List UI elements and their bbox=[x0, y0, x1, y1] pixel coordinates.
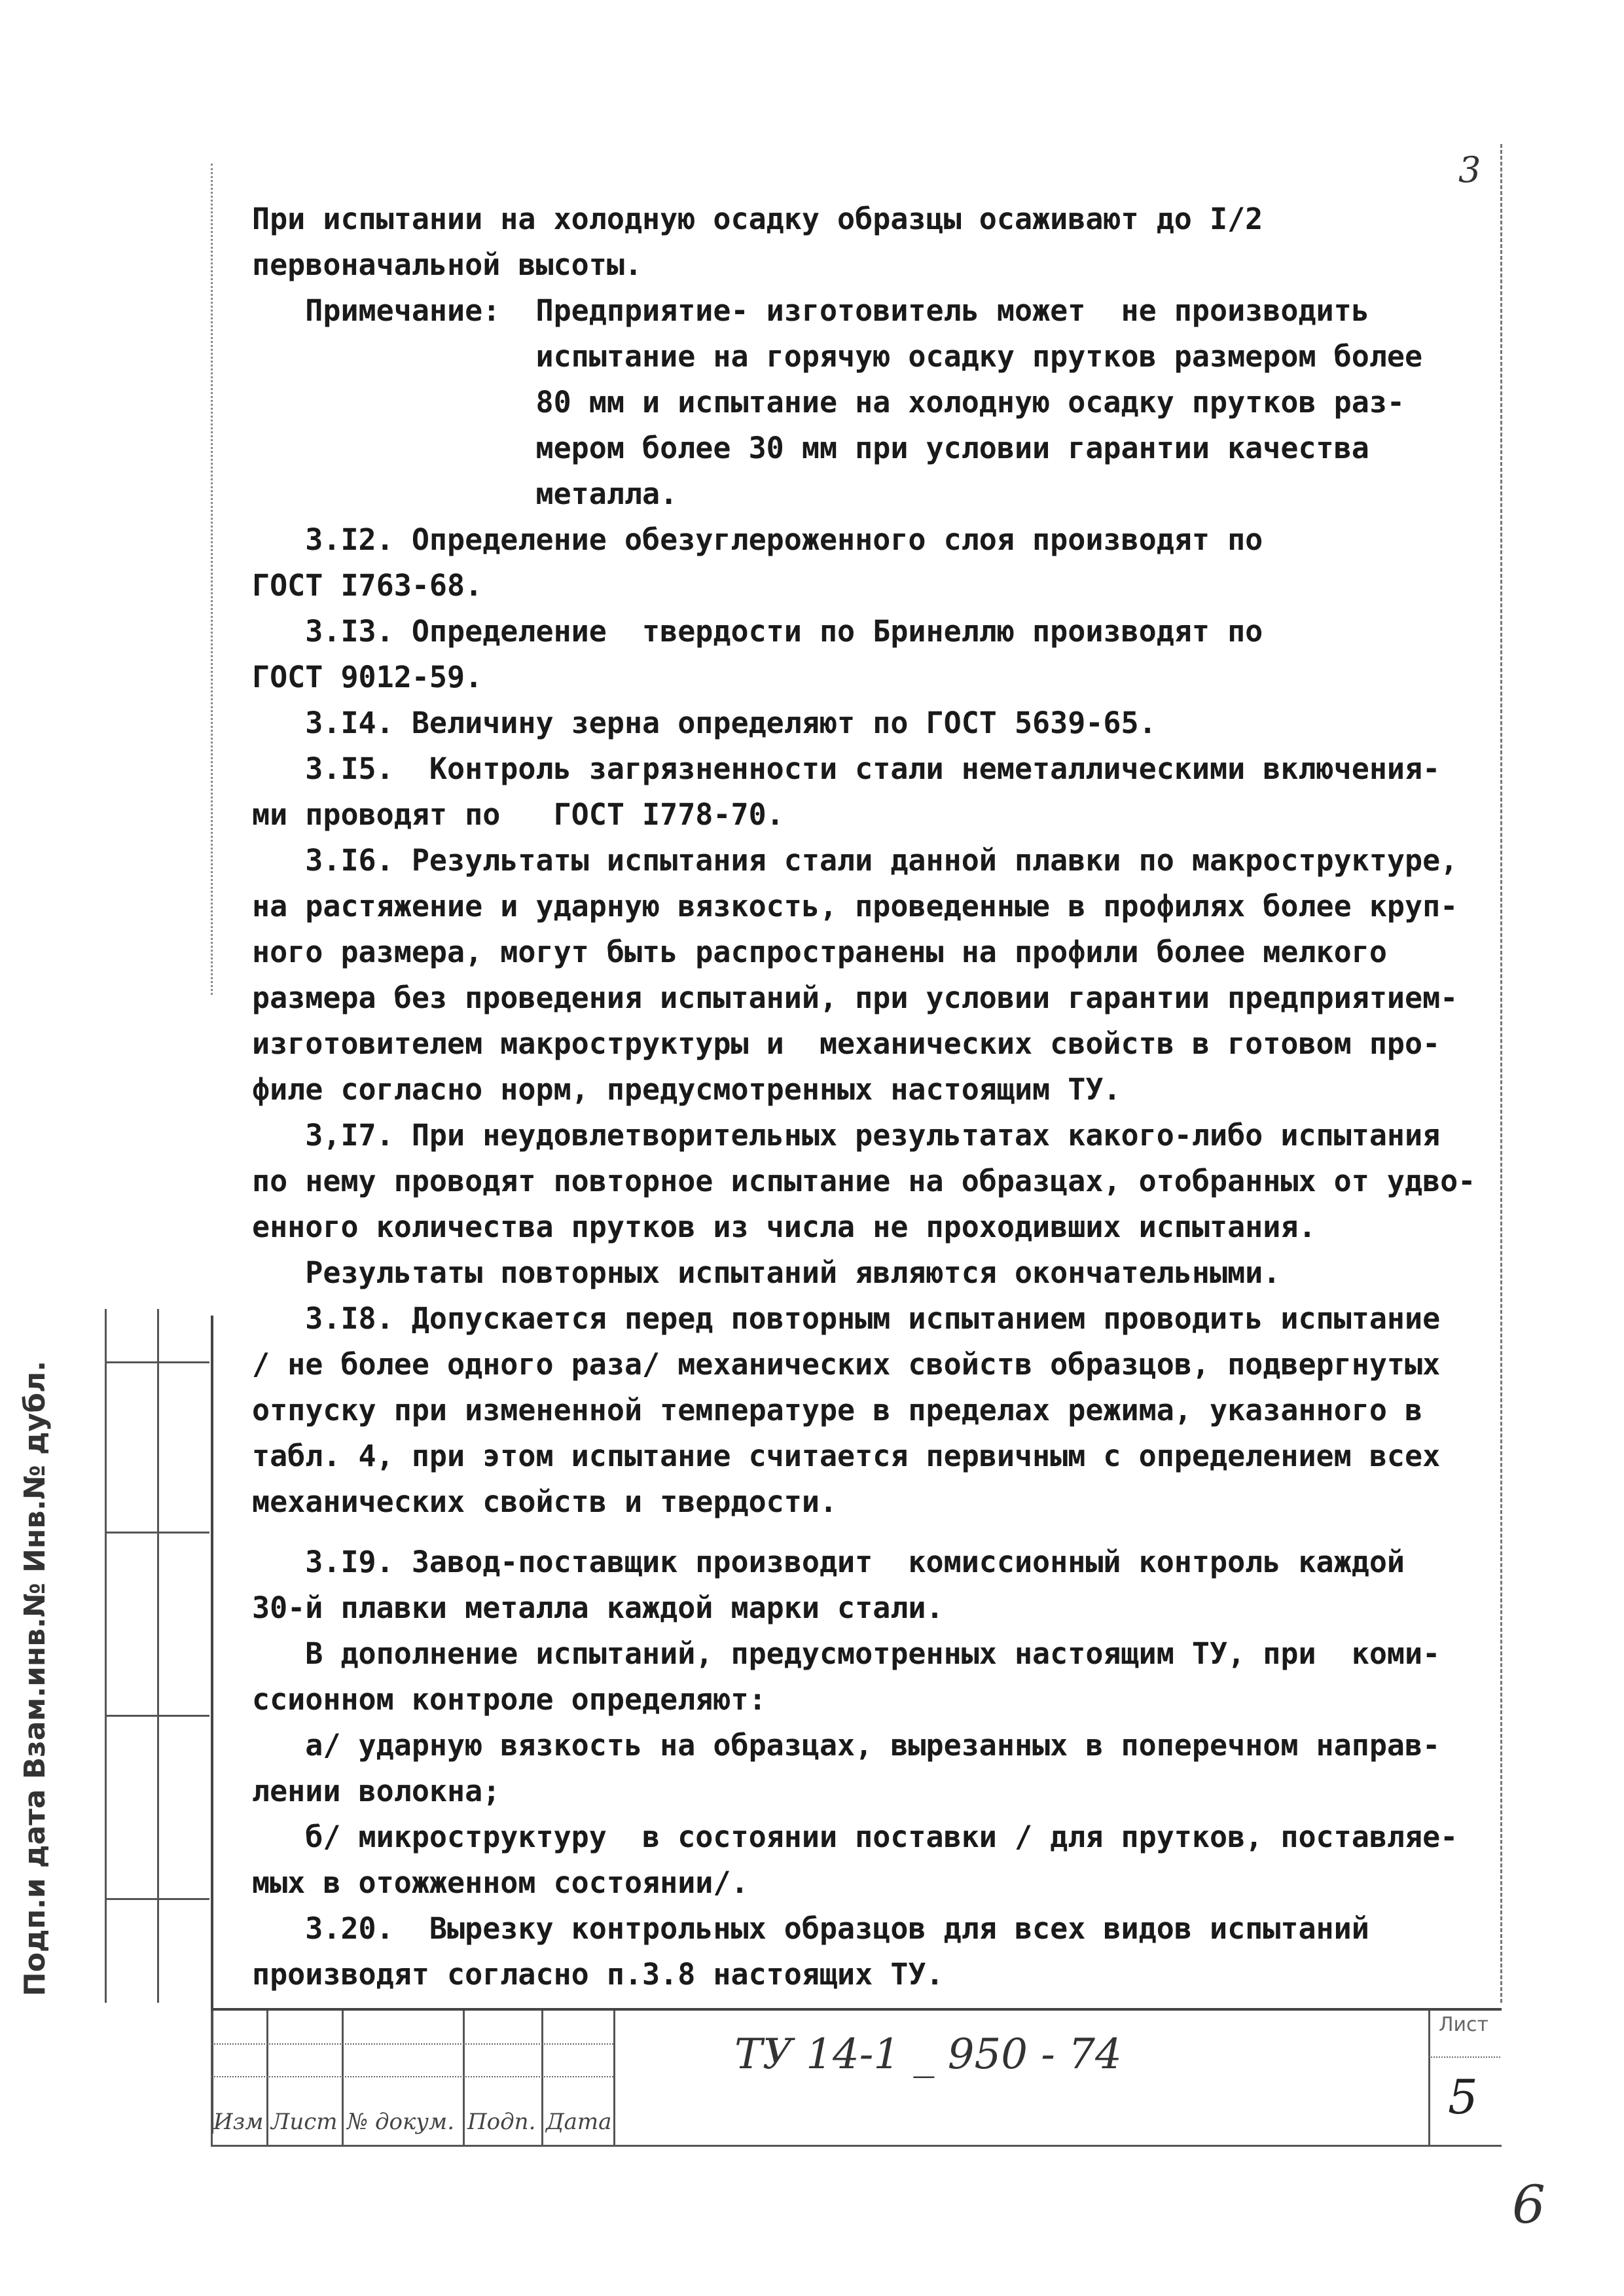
label-date: Дата bbox=[546, 2109, 612, 2135]
document-code: ТУ 14-1 _ 950 - 74 bbox=[734, 2030, 1122, 2079]
text-line: Результаты повторных испытаний являются окончательными. bbox=[252, 1255, 1281, 1290]
text-line: 3.20. Вырезку контрольных образцов для всех видов испытаний bbox=[252, 1911, 1369, 1946]
text-line: / не более одного раза/ механических свойств образцов, подвергнутых bbox=[252, 1347, 1441, 1382]
text-line: В дополнение испытаний, предусмотренных настоящим ТУ, при коми- bbox=[252, 1636, 1441, 1671]
text-line: первоначальной высоты. bbox=[252, 247, 643, 282]
label-sheet: Лист bbox=[271, 2109, 338, 2135]
text-line: на растяжение и ударную вязкость, проведенные в профилях более круп- bbox=[252, 889, 1458, 924]
label-doc-number: № докум. bbox=[347, 2109, 455, 2135]
text-line: 3.I9. Завод-поставщик производит комиссионный контроль каждой bbox=[252, 1545, 1405, 1579]
text-line: лении волокна; bbox=[252, 1774, 501, 1808]
text-line: а/ ударную вязкость на образцах, вырезанных в поперечном направ- bbox=[252, 1728, 1441, 1763]
text-line: механических свойств и твердости. bbox=[252, 1484, 838, 1519]
text-line: При испытании на холодную осадку образцы осаживают до I/2 bbox=[252, 202, 1263, 236]
text-line: ми проводят по ГОСТ I778-70. bbox=[252, 797, 784, 832]
text-line: 3.I5. Контроль загрязненности стали неметаллическими включения- bbox=[252, 751, 1441, 786]
text-line: ного размера, могут быть распространены на профили более мелкого bbox=[252, 935, 1387, 969]
page-number-top: 3 bbox=[1458, 149, 1481, 190]
sheet-label: Лист bbox=[1439, 2013, 1489, 2036]
text-line: мых в отожженном состоянии/. bbox=[252, 1865, 749, 1900]
label-signature: Подп. bbox=[467, 2109, 536, 2135]
text-line: по нему проводят повторное испытание на образцах, отобранных от удво- bbox=[252, 1164, 1476, 1198]
text-line: 3.I4. Величину зерна определяют по ГОСТ 5639-65. bbox=[252, 706, 1157, 740]
text-line: изготовителем макроструктуры и механических свойств в готовом про- bbox=[252, 1026, 1441, 1061]
text-line: 3.I2. Определение обезуглероженного слоя производят по bbox=[252, 522, 1263, 557]
text-line: 3.I3. Определение твердости по Бринеллю производят по bbox=[252, 614, 1263, 649]
page-number-bottom: 6 bbox=[1512, 2174, 1545, 2235]
text-line: 30-й плавки металла каждой марки стали. bbox=[252, 1590, 944, 1625]
text-line: металла. bbox=[252, 476, 678, 511]
side-stamp-label: Подп.и дата Взам.инв.№ Инв.№ дубл. bbox=[18, 1360, 52, 1996]
text-line: ссионном контроле определяют: bbox=[252, 1682, 767, 1717]
label-change: Изм bbox=[213, 2109, 264, 2135]
text-line: б/ микроструктуру в состоянии поставки / для прутков, поставляе- bbox=[252, 1820, 1458, 1854]
text-line: Примечание: Предприятие- изготовитель может не производить bbox=[252, 293, 1369, 328]
text-line: мером более 30 мм при условии гарантии качества bbox=[252, 431, 1369, 465]
text-line: 80 мм и испытание на холодную осадку прутков раз- bbox=[252, 385, 1405, 420]
right-border-line bbox=[1500, 144, 1502, 2003]
text-line: производят согласно п.3.8 настоящих ТУ. bbox=[252, 1957, 944, 1992]
text-line: енного количества прутков из числа не проходивших испытания. bbox=[252, 1210, 1316, 1244]
text-line: 3,I7. При неудовлетворительных результатах какого-либо испытания bbox=[252, 1118, 1441, 1153]
sheet-number: 5 bbox=[1448, 2070, 1478, 2125]
text-line: 3.I6. Результаты испытания стали данной плавки по макроструктуре, bbox=[252, 843, 1458, 878]
text-line: табл. 4, при этом испытание считается первичным с определением всех bbox=[252, 1439, 1441, 1473]
title-block bbox=[211, 2008, 1502, 2147]
side-stamp-grid bbox=[105, 1309, 209, 2003]
text-line: 3.I8. Допускается перед повторным испытанием проводить испытание bbox=[252, 1301, 1441, 1336]
text-line: отпуску при измененной температуре в пределах режима, указанного в bbox=[252, 1393, 1423, 1427]
text-line: испытание на горячую осадку прутков размером более bbox=[252, 339, 1423, 374]
text-line: филе согласно норм, предусмотренных настоящим ТУ. bbox=[252, 1072, 1121, 1107]
document-body bbox=[252, 196, 1483, 1998]
text-line: размера без проведения испытаний, при условии гарантии предприятием- bbox=[252, 980, 1458, 1015]
text-line: ГОСТ 9012-59. bbox=[252, 660, 483, 694]
left-margin-dotted-line bbox=[211, 164, 213, 995]
paragraph-gap bbox=[252, 1525, 1483, 1539]
text-line: ГОСТ I763-68. bbox=[252, 568, 483, 603]
